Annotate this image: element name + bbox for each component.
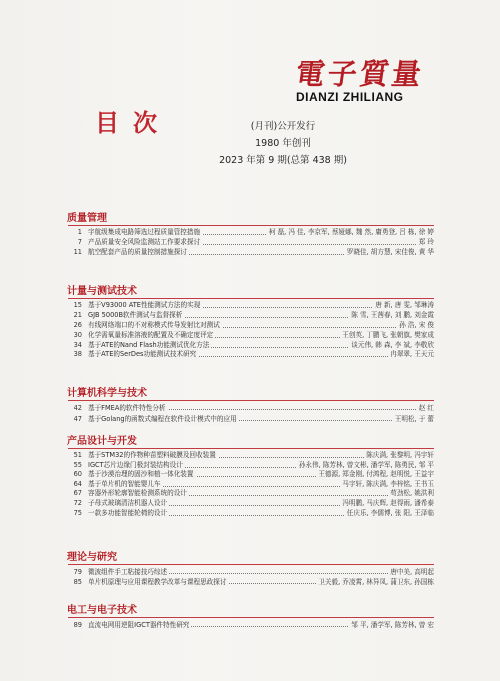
entry-page-number: 15 (73, 301, 82, 309)
entry-authors: 柯 磊, 冯 佳, 李京军, 蔡娅娜, 魏 然, 庸勇登, 吕 栋, 徐 婷 (268, 228, 434, 236)
toc-entry[interactable] (0, 620, 500, 630)
toc-entry[interactable] (0, 577, 500, 587)
toc-entry[interactable] (0, 350, 500, 360)
entry-page-number: 51 (73, 451, 82, 459)
toc-entry[interactable] (0, 321, 500, 331)
entry-title: 化学需氧量标准溶液的配置及不确定度评定 (88, 330, 214, 339)
journal-logo: 電子質量 (293, 57, 427, 91)
section-entries (0, 567, 500, 587)
toc-entry[interactable] (0, 461, 500, 471)
entry-authors: 唐 新, 唐 雯, 邹琳涛 (375, 301, 434, 309)
toc-entry[interactable] (0, 311, 500, 321)
entry-title: 宇航级集成电路筛选过程质量管控措施 (88, 228, 201, 236)
toc-entry[interactable] (0, 403, 500, 414)
entry-page-number: 38 (73, 350, 82, 359)
entry-authors: 卫关毅, 乔凌霄, 林异凤, 蒲卫东, 孙国栋 (318, 578, 434, 586)
toc-entry[interactable] (0, 489, 500, 499)
section-divider (68, 564, 434, 565)
entry-page-number: 64 (73, 479, 82, 488)
entry-title: 产品质量安全风险监测站工作要求探讨 (88, 237, 201, 246)
entry-authors: 孙永伟, 陈芳林, 曾文彬, 潘学军, 陈勇民, 邹 平 (298, 460, 434, 469)
section-divider (68, 617, 434, 618)
entry-authors: 王创英, 丁鹏飞, 张朝旗, 樊家成 (342, 330, 434, 339)
entry-authors: 郑 玲 (418, 237, 434, 246)
section-entries (0, 228, 500, 258)
entry-page-number: 7 (77, 237, 82, 246)
entry-title: 基于ATE的Nand Flash功能测试优化方法 (88, 340, 210, 349)
toc-entry[interactable] (0, 509, 500, 519)
entry-title: 直流电网用逆阻IGCT器件特性研究 (88, 621, 190, 629)
toc-entry[interactable] (0, 301, 500, 311)
entry-page-number: 85 (73, 578, 82, 586)
entry-page-number: 34 (73, 340, 82, 349)
entry-page-number: 1 (77, 228, 82, 236)
section-divider (68, 225, 434, 226)
issue-number: 2023 年第 9 期(总第 438 期) (219, 155, 347, 166)
toc-entry[interactable] (0, 341, 500, 351)
entry-authors: 陈庆满, 张黎明, 冯宇轩 (366, 451, 434, 459)
entry-title: 微波组件手工粘接技巧综述 (88, 568, 168, 576)
entry-authors: 任庆乐, 李儒博, 张 阳, 王泽临 (346, 508, 434, 517)
entry-page-number: 26 (73, 320, 82, 329)
section-title: 产品设计与开发 (67, 436, 137, 447)
entry-title: 基于FMEA的软件特性分析 (88, 404, 166, 412)
entry-page-number: 55 (73, 460, 82, 469)
toc-entry[interactable] (0, 499, 500, 509)
founded-year: 1980 年创刊 (255, 138, 311, 149)
entry-authors: 邹 平, 潘学军, 陈芳林, 曾 宏 (351, 621, 434, 629)
entry-authors: 谈元伟, 韩 森, 李 斌, 李敬欣 (351, 340, 434, 349)
toc-entry[interactable] (0, 480, 500, 490)
section-divider (68, 448, 434, 449)
entry-authors: 赵 红 (418, 404, 434, 412)
toc-entry[interactable] (0, 451, 500, 461)
entry-authors: 冉翠翠, 王天元 (390, 350, 434, 359)
entry-title: 子母式玻璃清洁机器人设计 (88, 498, 168, 507)
section-divider (68, 400, 434, 401)
section-divider (68, 298, 434, 299)
entry-authors: 陈 雪, 王茜春, 刘 鹏, 刘金霞 (351, 310, 434, 319)
entry-authors: 冯明鹏, 马庆辉, 赵得雨, 潘希泰 (342, 498, 434, 507)
entry-page-number: 89 (73, 621, 82, 629)
publish-frequency: (月刊)公开发行 (250, 121, 316, 132)
section-entries (0, 620, 500, 630)
entry-title: 基于ATE的SerDes功能测试技术研究 (88, 350, 197, 359)
entry-title: 容器外形轮廓智能检测系统的设计 (88, 489, 187, 498)
toc-entry[interactable] (0, 567, 500, 577)
entry-title: IGCT芯片边缘门极封装结构设计 (88, 460, 183, 469)
toc-entry[interactable] (0, 238, 500, 248)
journal-pinyin-title: DIANZI ZHILIANG (296, 90, 404, 104)
section-title: 计量与测试技术 (67, 286, 137, 297)
entry-authors: 王德源, 郑金刚, 付鸿程, 赵明悦, 王益宇 (318, 470, 434, 479)
entry-page-number: 67 (73, 489, 82, 498)
entry-title: GJB 5000B软件测试与监督探析 (88, 310, 183, 319)
entry-authors: 苟劲松, 姚洪利 (390, 489, 434, 498)
section-entries (0, 451, 500, 518)
section-title: 计算机科学与技术 (67, 388, 147, 399)
entry-title: 基于Golang的函数式编程在软件设计模式中的应用 (88, 415, 237, 423)
section-title: 电工与电子技术 (67, 605, 137, 616)
entry-title: 基于V93000 ATE性能测试方法的实现 (88, 301, 201, 309)
entry-title: 基于单片机的智能婴儿车 (88, 479, 161, 488)
entry-page-number: 30 (73, 330, 82, 339)
entry-authors: 罗晓佳, 胡方慧, 宋佳俊, 黄 华 (346, 247, 434, 256)
section-entries (0, 301, 500, 360)
entry-authors: 马宇轩, 陈庆满, 李梓铭, 王书玉 (342, 479, 434, 488)
entry-title: 有线网络端口的不对称模式传导发射比对测试 (88, 320, 220, 329)
entry-page-number: 42 (73, 404, 82, 412)
entry-authors: 王明松, 于 蕾 (394, 415, 434, 423)
toc-heading: 目次 (95, 109, 171, 137)
section-title: 理论与研究 (67, 552, 117, 563)
entry-title: 单片机原理与应用课程教学改革与课程思政探讨 (88, 578, 227, 586)
entry-title: 一款多功能智能轮椅的设计 (88, 508, 168, 517)
entry-page-number: 79 (73, 568, 82, 576)
toc-entry[interactable] (0, 414, 500, 425)
toc-entry[interactable] (0, 331, 500, 341)
entry-page-number: 47 (73, 415, 82, 423)
entry-page-number: 21 (73, 310, 82, 319)
entry-authors: 唐中美, 高明起 (390, 568, 434, 576)
entry-title: 基于沙漠治理的固沙和植一体化装置 (88, 470, 194, 479)
entry-page-number: 72 (73, 498, 82, 507)
section-entries (0, 403, 500, 425)
entry-authors: 孙 浩, 宋 俊 (399, 320, 434, 329)
entry-page-number: 75 (73, 508, 82, 517)
toc-entry[interactable] (0, 470, 500, 480)
toc-entry[interactable] (0, 228, 500, 238)
entry-title: 航空配套产品的质量控制措施探讨 (88, 247, 187, 256)
toc-entry[interactable] (0, 248, 500, 258)
entry-page-number: 11 (73, 247, 82, 256)
section-title: 质量管理 (67, 213, 107, 224)
entry-page-number: 60 (73, 470, 82, 479)
entry-title: 基于STM32的作物种苗塑料破膜及回收装置 (88, 451, 216, 459)
